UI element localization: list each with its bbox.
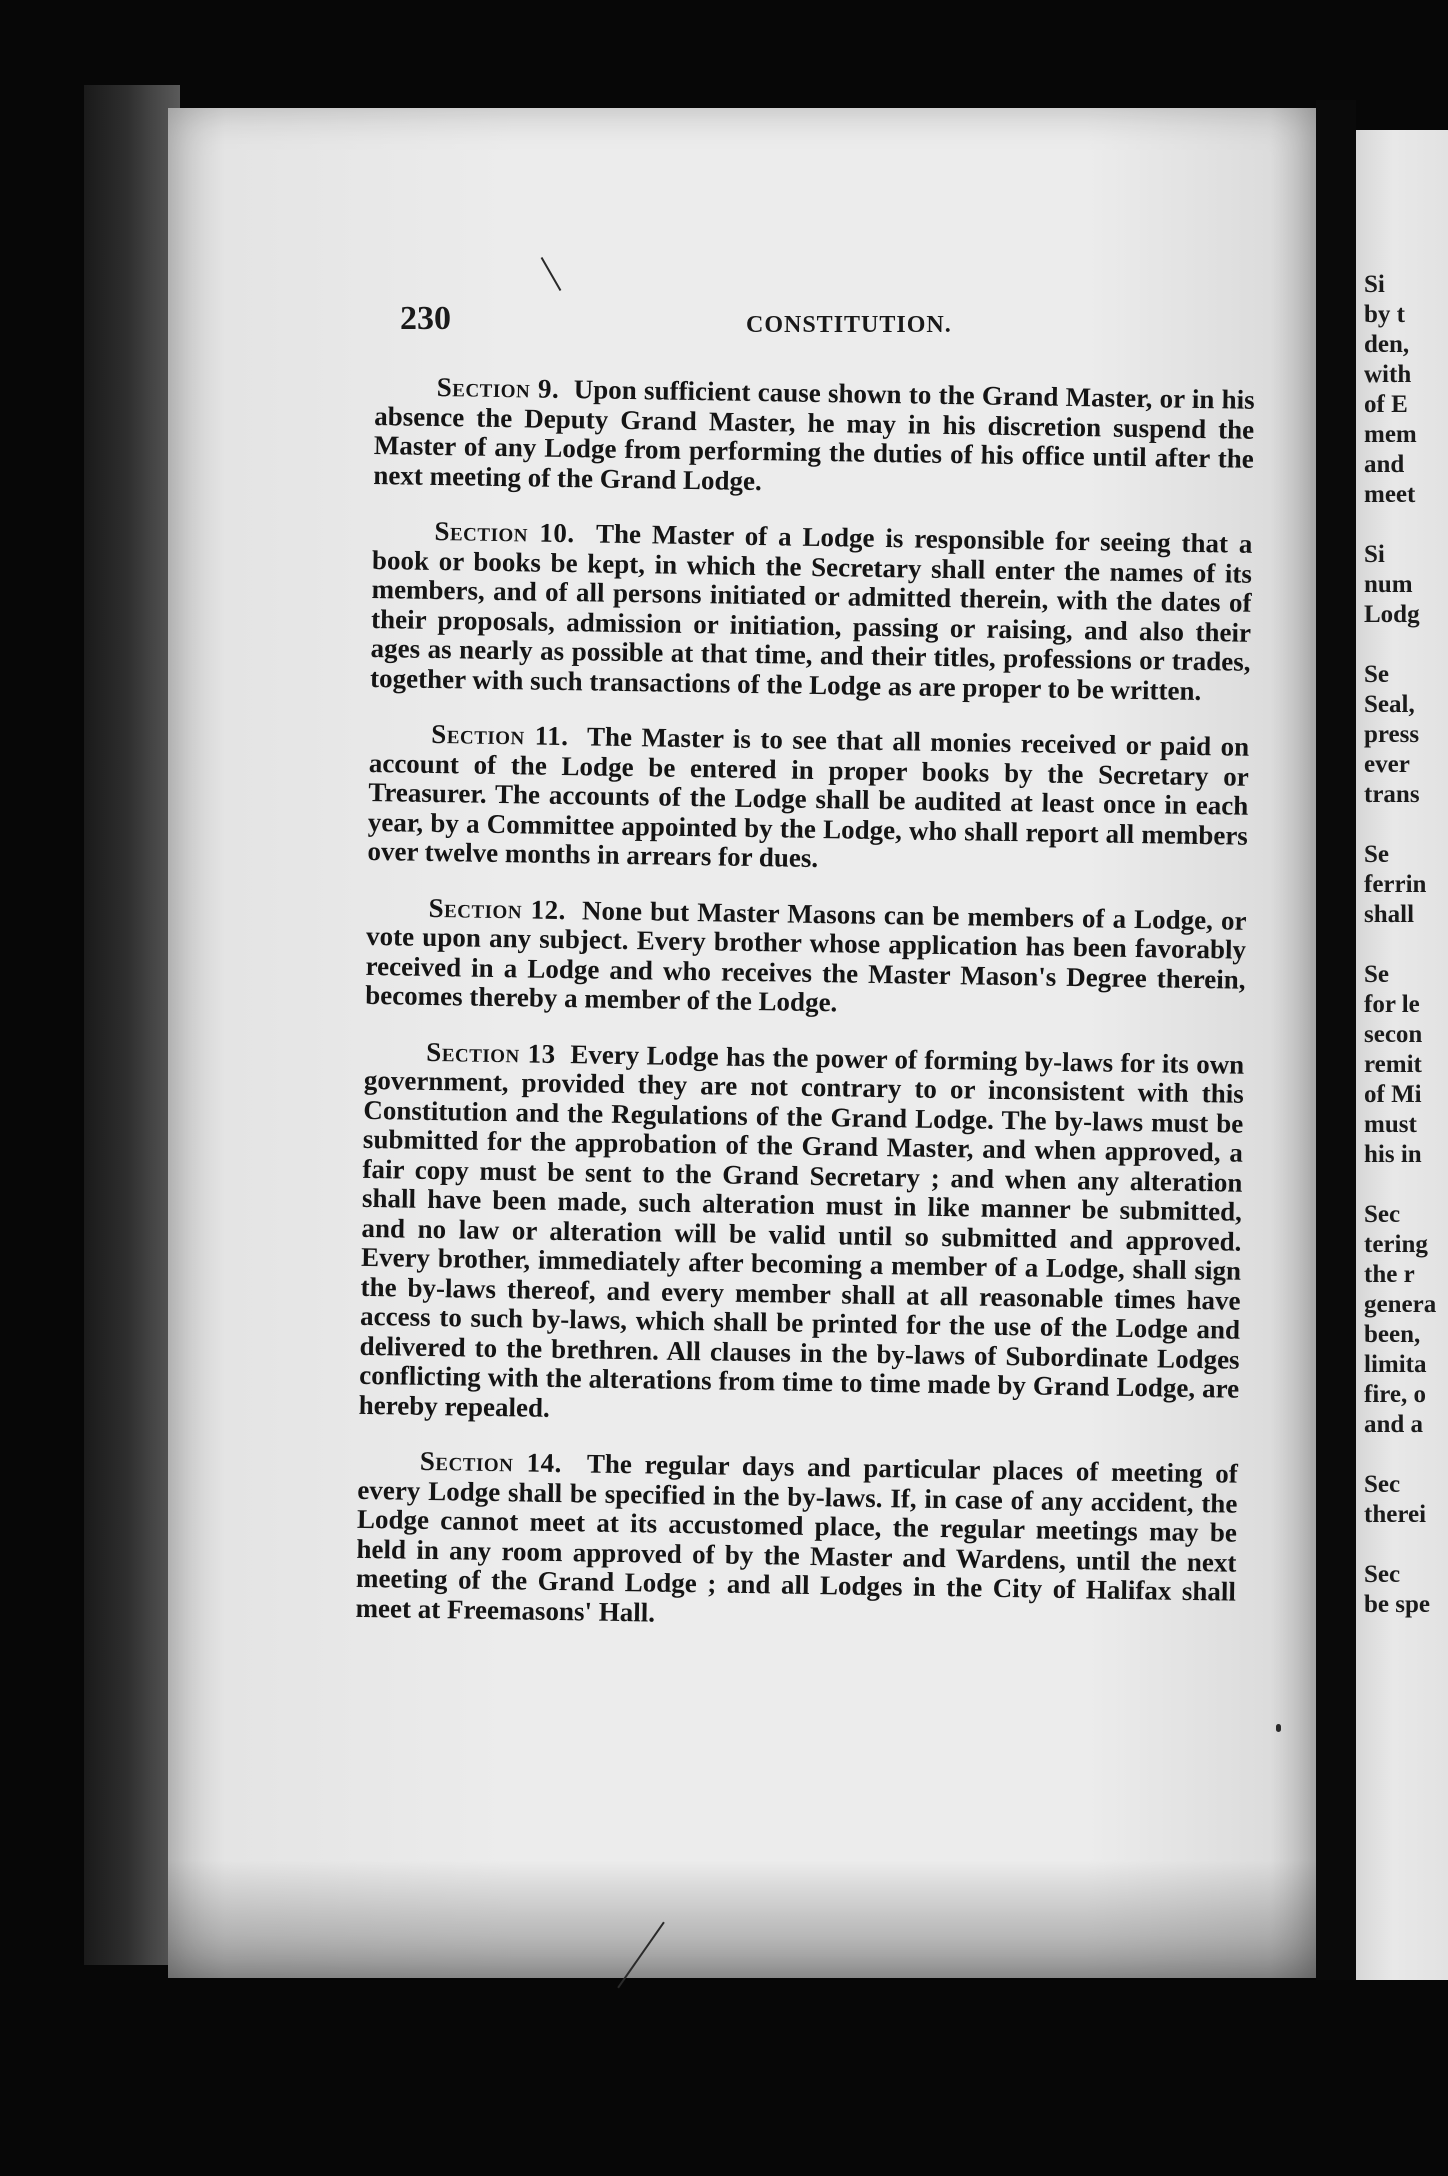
- scan-mark: [1276, 1724, 1281, 1732]
- facing-page-fragment: of Mi: [1364, 1081, 1422, 1108]
- facing-page-fragment: tering: [1364, 1231, 1428, 1258]
- facing-page-fragment: meet: [1364, 481, 1416, 508]
- facing-page-fragment: limita: [1364, 1351, 1427, 1378]
- facing-page-fragment: Si: [1364, 271, 1385, 298]
- book-page-edges: [84, 85, 180, 1965]
- facing-page: [1356, 130, 1448, 1980]
- facing-page-fragment: his in: [1364, 1141, 1422, 1168]
- facing-page-fragment: ferrin: [1364, 871, 1427, 898]
- facing-page-fragment: Lodg: [1364, 601, 1420, 628]
- facing-page-fragment: with: [1364, 361, 1412, 388]
- section-text: The Master of a Lodge is responsible for seeing that a book or books be kept, in which the Secretary shall enter the names of its members, and of all persons initiated or admitted therein, with the dates of their proposals, admission or initiation, passing or raising, and also their ages as nearly as possible at that time, and their titles, professions or trades, together with such transactions of the Lodge as are proper to be written.: [369, 518, 1253, 706]
- facing-page-fragment: Si: [1364, 541, 1385, 568]
- facing-page-fragment: Se: [1364, 841, 1389, 868]
- page-body: [355, 372, 1255, 1663]
- page-shadow: [168, 1860, 1316, 1980]
- page-number: 230: [400, 300, 451, 337]
- section-text: The regular days and particular places of meeting of every Lodge shall be specified in the by-laws. If, in case of any accident, the Lodge cannot meet at its accustomed place, the regular meetings may be held in any room approved of by the Master and Wardens, until the next meeting of the Grand Lodge ; and all Lodges in the City of Halifax shall meet at Freemasons' Hall.: [355, 1448, 1239, 1628]
- facing-page-fragment: of E: [1364, 391, 1408, 418]
- section-14: [355, 1446, 1238, 1637]
- facing-page-fragment: by t: [1364, 301, 1405, 328]
- facing-page-fragment: remit: [1364, 1051, 1422, 1078]
- book-gutter: [1316, 100, 1356, 1980]
- facing-page-fragment: press: [1364, 721, 1420, 748]
- section-heading: Section 10.: [434, 515, 575, 549]
- facing-page-fragment: must: [1364, 1111, 1417, 1138]
- facing-page-fragment: and a: [1364, 1411, 1424, 1438]
- section-10: [370, 516, 1253, 707]
- facing-page-fragment: shall: [1364, 901, 1415, 928]
- facing-page-fragment: Se: [1364, 961, 1389, 988]
- section-11: [367, 719, 1249, 880]
- facing-page-fragment: den,: [1364, 331, 1410, 358]
- facing-page-fragment: ever: [1364, 751, 1410, 778]
- facing-page-fragment: secon: [1364, 1021, 1423, 1048]
- facing-page-fragment: Sec: [1364, 1561, 1401, 1588]
- section-heading: Section 14.: [419, 1445, 563, 1479]
- section-text: The Master is to see that all monies received or paid on account of the Lodge be entered in proper books by the Secretary or Treasurer. The accounts of the Lodge shall be audited at least once in each year, by a Committee appointed by the Lodge, who shall report all members over twelve months in arrears for dues.: [367, 721, 1250, 874]
- facing-page-fragment: num: [1364, 571, 1413, 598]
- section-9: [373, 372, 1255, 504]
- facing-page-fragment: fire, o: [1364, 1381, 1427, 1408]
- section-heading: Section 11.: [431, 718, 569, 752]
- section-heading: Section 12.: [428, 892, 567, 925]
- section-13: [359, 1036, 1245, 1433]
- facing-page-fragment: Se: [1364, 661, 1389, 688]
- facing-page-fragment: mem: [1364, 421, 1417, 448]
- section-text: Upon sufficient cause shown to the Grand Master, or in his absence the Deputy Grand Master, he may in his discretion suspend the Master of any Lodge from performing the duties of his office until after the next meeting of the Grand Lodge.: [373, 374, 1255, 496]
- section-heading: Section 13: [426, 1036, 556, 1069]
- facing-page-fragment: and: [1364, 451, 1405, 478]
- facing-page-fragment: been,: [1364, 1321, 1421, 1348]
- facing-page-fragment: be spe: [1364, 1591, 1430, 1618]
- section-12: [365, 892, 1247, 1024]
- facing-page-fragment: Seal,: [1364, 691, 1415, 718]
- facing-page-fragment: the r: [1364, 1261, 1415, 1288]
- section-heading: Section 9.: [436, 371, 560, 404]
- running-header: CONSTITUTION.: [746, 312, 952, 338]
- facing-page-fragment: Sec: [1364, 1471, 1401, 1498]
- facing-page-fragment: trans: [1364, 781, 1420, 808]
- section-text: None but Master Masons can be members of a Lodge, or vote upon any subject. Every brother whose application has been favorably received in a Lodge and who receives the Master Mason's Degree therein, becomes thereby a member of the Lodge.: [364, 894, 1247, 1018]
- facing-page-fragment: for le: [1364, 991, 1420, 1018]
- facing-page-fragment: therei: [1364, 1501, 1427, 1528]
- facing-page-fragment: Sec: [1364, 1201, 1401, 1228]
- facing-page-fragment: genera: [1364, 1291, 1437, 1318]
- section-text: Every Lodge has the power of forming by-laws for its own government, provided they are not contrary to or inconsistent with this Constitution and the Regulations of the Grand Lodge. The by-laws must be submitted for the approbation of the Grand Master, and when approved, a fair copy must be sent to the Grand Secretary ; and when any alteration shall have been made, such alteration must in like manner be submitted, and no law or alteration will be valid until so submitted and approved. Every brother, immediately after becoming a member of a Lodge, shall sign the by-laws thereof, and every member shall at all reasonable times have access to such by-laws, which shall be printed for the use of the Lodge and delivered to the brethren. All clauses in the by-laws of Subordinate Lodges conflicting with the alterations from time to time made by Grand Lodge, are hereby repealed.: [358, 1038, 1245, 1423]
